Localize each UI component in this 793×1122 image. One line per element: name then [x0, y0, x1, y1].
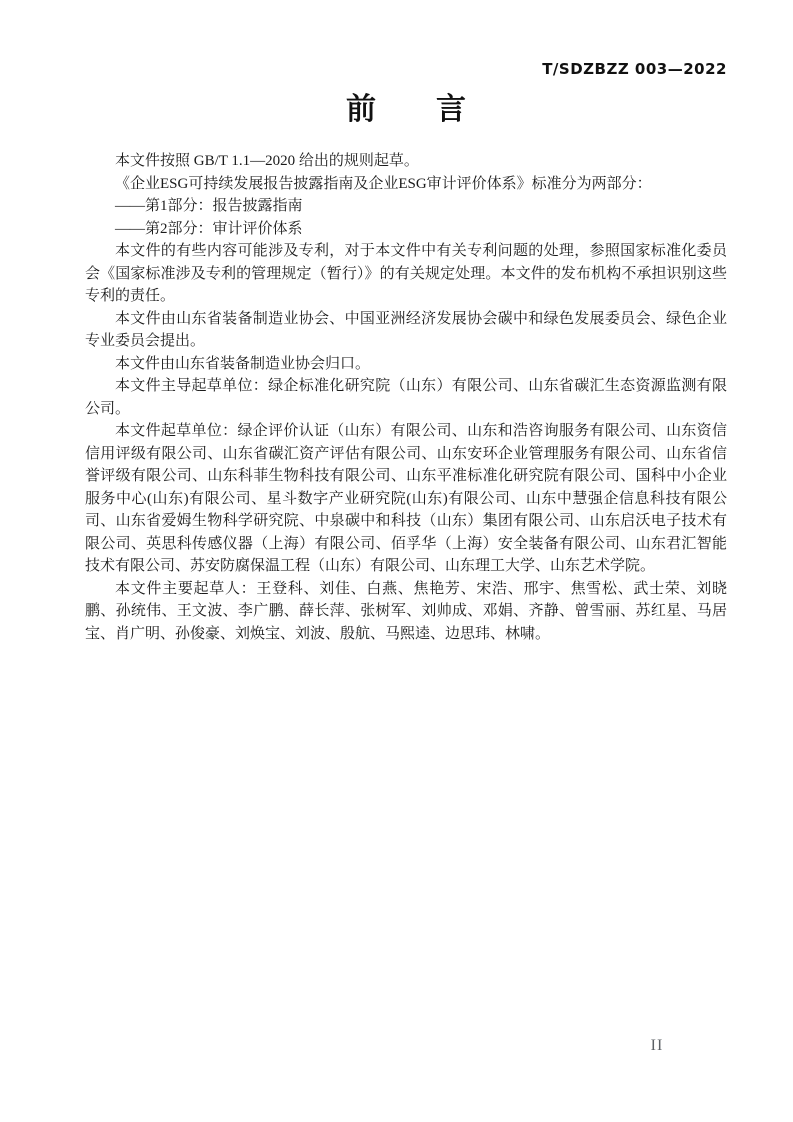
paragraph-lead-drafting-units: 本文件主导起草单位：绿企标准化研究院（山东）有限公司、山东省碳汇生态资源监测有限公司。	[85, 378, 727, 417]
page-number: II	[650, 1037, 664, 1054]
paragraph-drafting-rules: 本文件按照 GB/T 1.1—2020 给出的规则起草。	[115, 153, 419, 169]
paragraph-part2-item: ——第2部分：审计评价体系	[115, 220, 303, 237]
standard-number-header: T/SDZBZZ 003—2022	[542, 60, 727, 78]
paragraph-proposed-by: 本文件由山东省装备制造业协会、中国亚洲经济发展协会碳中和绿色发展委员会、绿色企业专业委员会提出。	[85, 310, 727, 349]
foreword-title: 前 言	[346, 92, 466, 127]
paragraph-patent-notice: 本文件的有些内容可能涉及专利，对于本文件中有关专利问题的处理，参照国家标准化委员会《国家标准涉及专利的管理规定（暂行）》的有关规定处理。本文件的发布机构不承担识别这些专利的责任。	[85, 243, 727, 304]
paragraph-standard-parts-intro: 《企业ESG可持续发展报告披露指南及企业ESG审计评价体系》标准分为两部分：	[115, 175, 652, 192]
paragraph-drafting-units: 本文件起草单位：绿企评价认证（山东）有限公司、山东和浩咨询服务有限公司、山东资信信用评级有限公司、山东省碳汇资产评估有限公司、山东安环企业管理服务有限公司、山东省信誉评级有限公司、山东科菲生物科技有限公司、山东平准标准化研究院有限公司、国科中小企业服务中心(山东)有限公司、星斗数字产业研究院(山东)有限公司、山东中慧强企信息科技有限公司、山东省爱姆生物科学研究院、中泉碳中和科技（山东）集团有限公司、山东启沃电子技术有限公司、英思科传感仪器（上海）有限公司、佰孚华（上海）安全装备有限公司、山东君汇智能技术有限公司、苏安防腐保温工程（山东）有限公司、山东理工大学、山东艺术学院。	[85, 423, 727, 574]
foreword-body	[85, 150, 727, 645]
paragraph-part1-item: ——第1部分：报告披露指南	[115, 198, 303, 214]
paragraph-under-jurisdiction: 本文件由山东省装备制造业协会归口。	[115, 355, 371, 372]
paragraph-main-drafters: 本文件主要起草人：王登科、刘佳、白燕、焦艳芳、宋浩、邢宇、焦雪松、武士荣、刘晓鹏、孙统伟、王文波、李广鹏、薛长萍、张树军、刘帅成、邓娟、齐静、曾雪丽、苏红星、马居宝、肖广明、孙俊豪、刘焕宝、刘波、殷航、马熙逵、边思玮、林啸。	[85, 580, 727, 642]
